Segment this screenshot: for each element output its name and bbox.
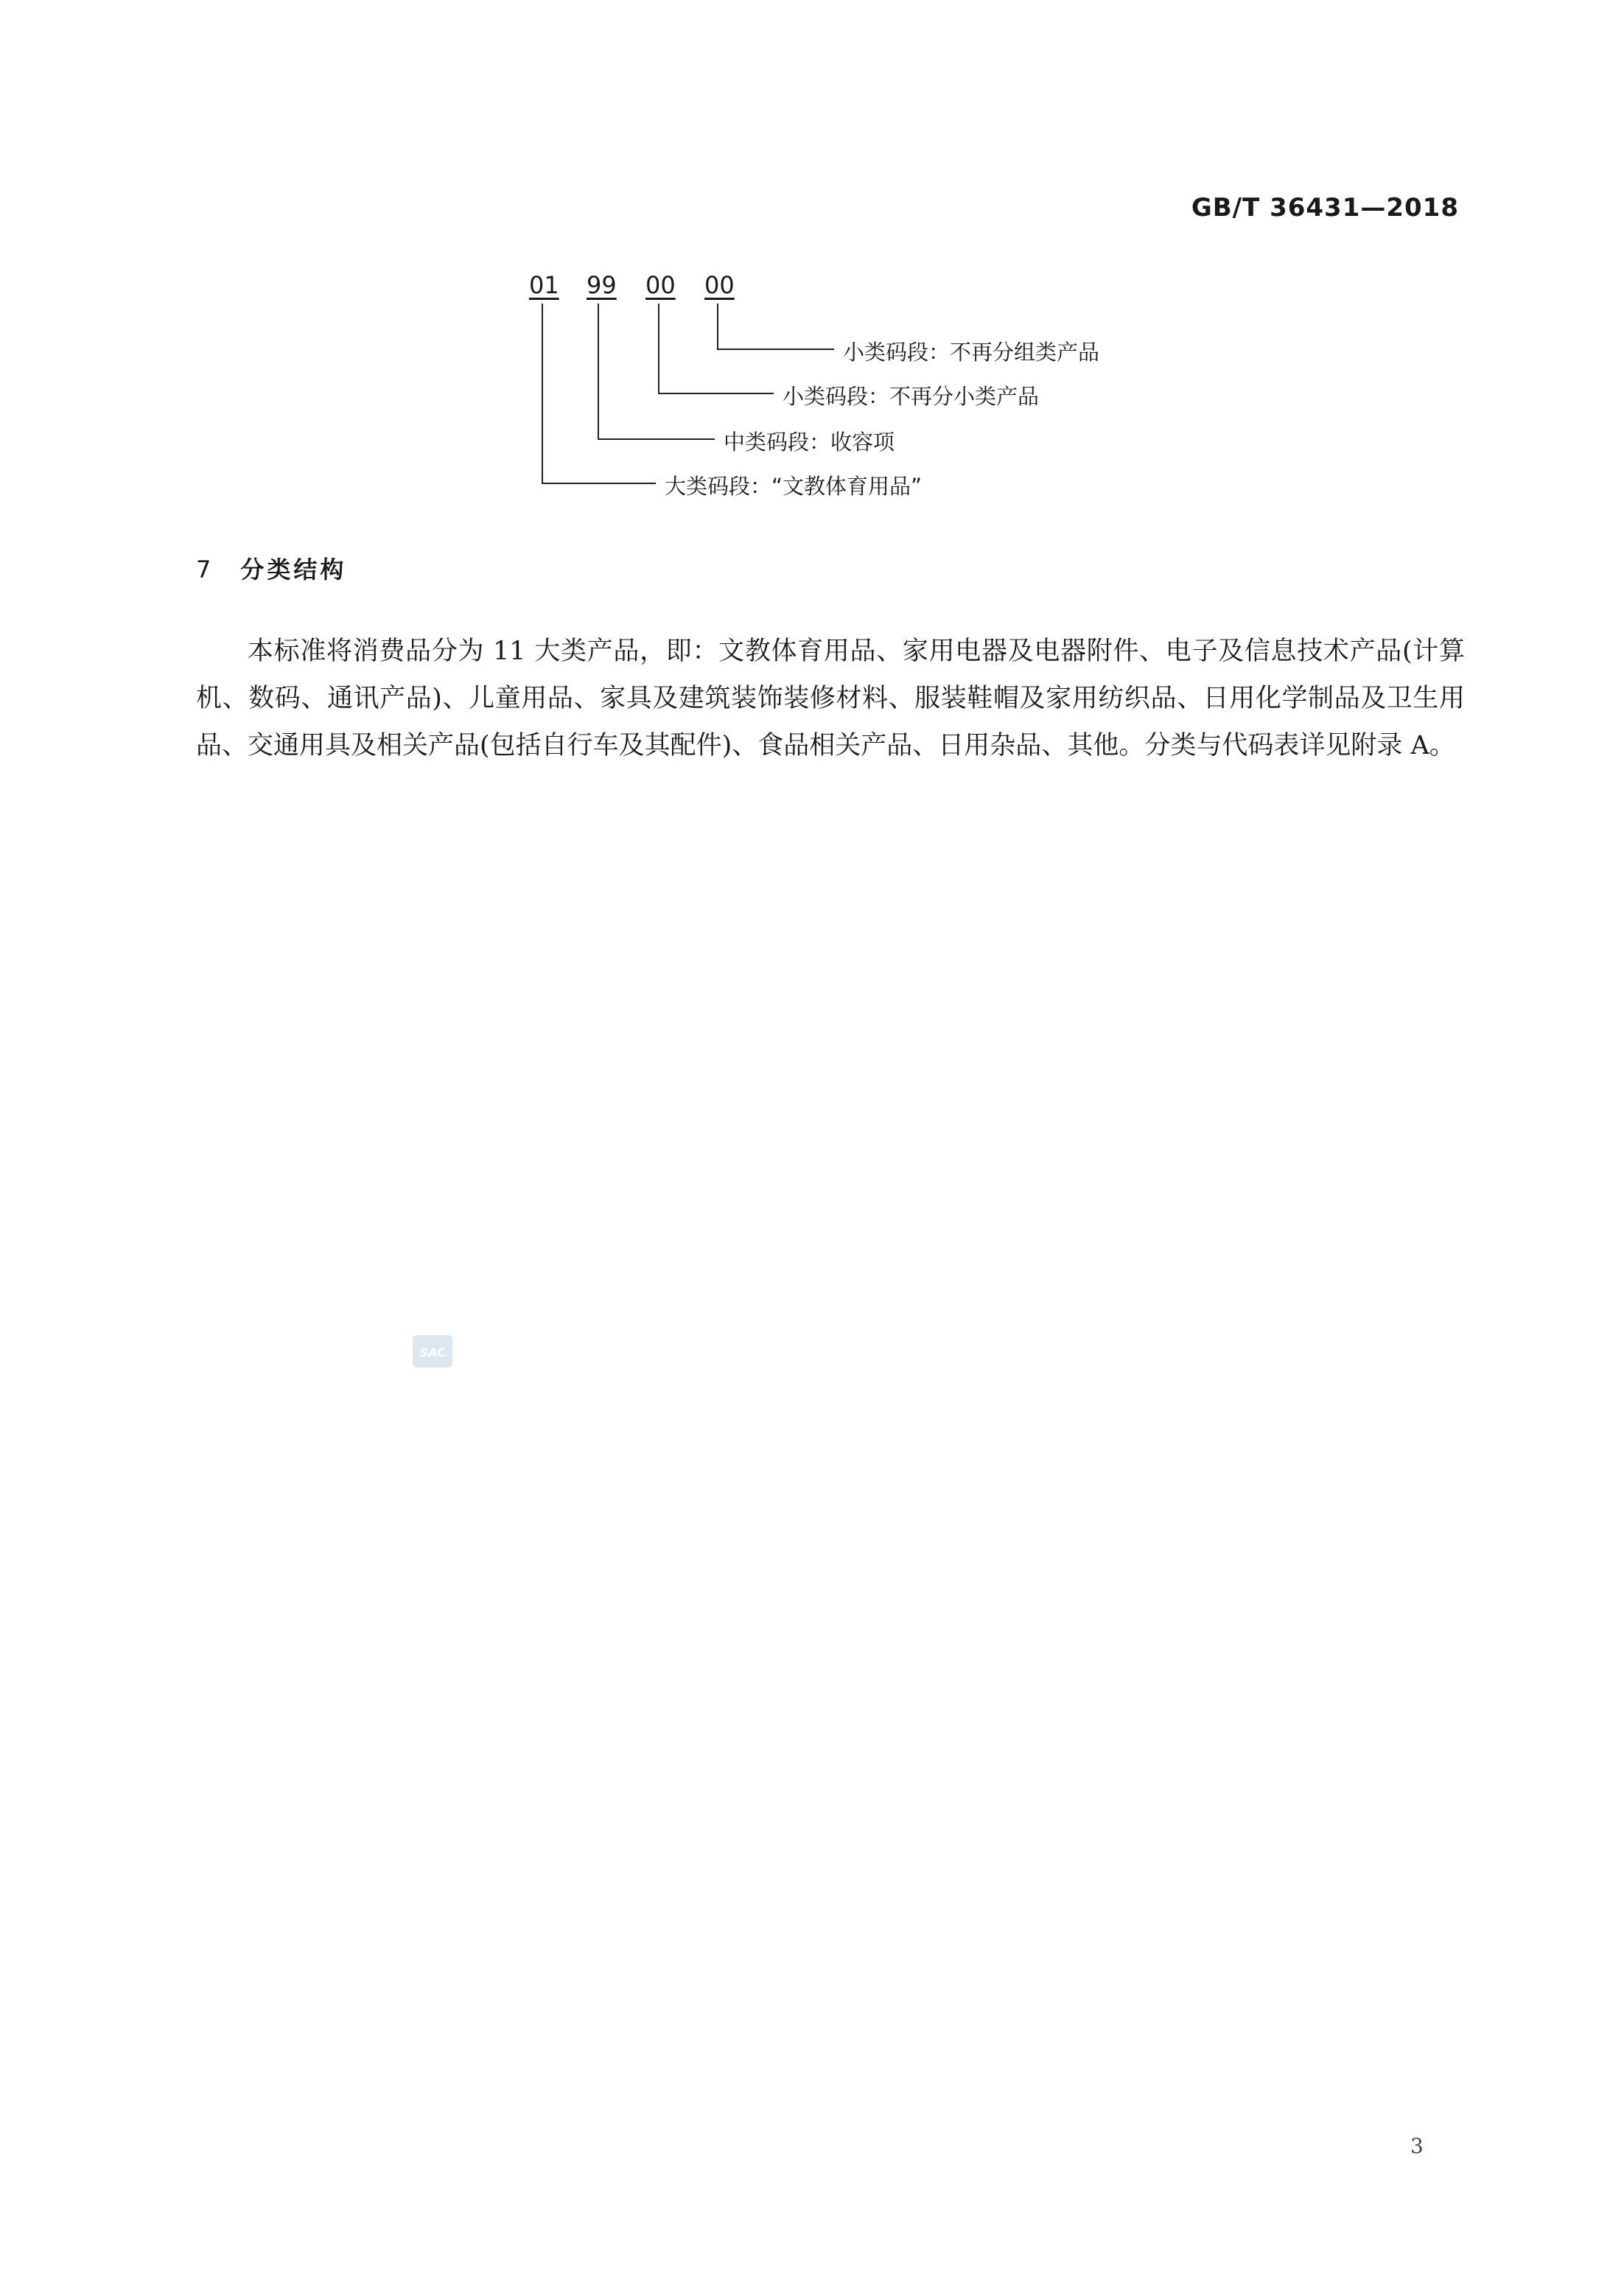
page-number: 3: [1410, 2134, 1424, 2158]
code-segment-middle: 99: [587, 271, 617, 299]
diagram-connector-lines: [0, 0, 1624, 589]
label-subminor-segment: 小类码段：不再分组类产品: [843, 340, 1100, 365]
code-segment-major: 01: [529, 271, 559, 299]
sac-watermark-logo: [410, 1332, 455, 1370]
label-major-segment: 大类码段：“文教体育用品”: [665, 474, 923, 499]
standard-code: GB/T 36431—2018: [1191, 193, 1459, 223]
connector-middle: [598, 304, 715, 439]
body-paragraph: 本标准将消费品分为 11 大类产品，即：文教体育用品、家用电器及电器附件、电子及信息技术产品(计算机、数码、通讯产品)、儿童用品、家具及建筑装饰装修材料、服装鞋帽及家用纺织品、日用化学制品及卫生用品、交通用具及相关产品(包括自行车及其配件)、食品相关产品、日用杂品、其他。分类与代码表详见附录 A。: [196, 637, 1465, 760]
connector-subminor: [718, 304, 834, 349]
code-segment-minor: 00: [645, 271, 676, 299]
label-minor-segment: 小类码段：不再分小类产品: [783, 384, 1040, 409]
code-segment-subminor: 00: [704, 271, 735, 299]
sac-watermark-text: SAC: [419, 1345, 446, 1359]
section-title: 分类结构: [240, 556, 347, 584]
label-middle-segment: 中类码段：收容项: [724, 430, 895, 455]
section-number: 7: [196, 556, 211, 584]
section-heading: [196, 551, 346, 585]
